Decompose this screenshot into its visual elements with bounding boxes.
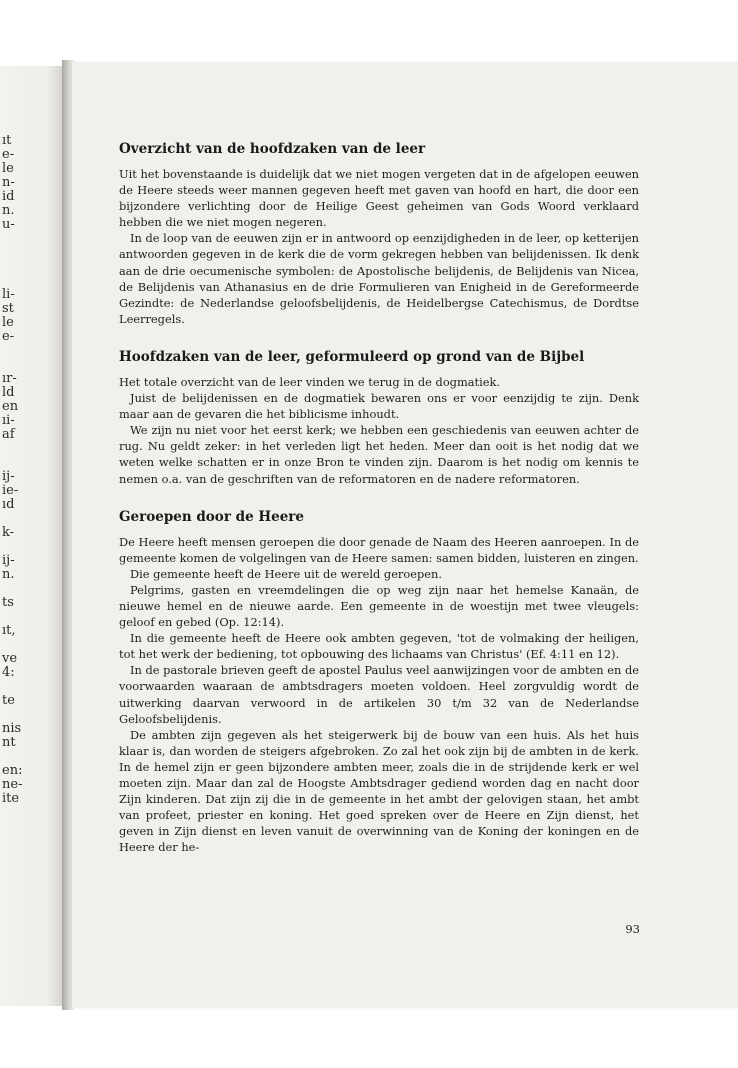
left-edge-fragment: ır- [2,371,17,386]
left-edge-fragment: ıt [2,133,12,148]
left-edge-fragment: en [2,399,19,414]
left-edge-fragment: st [2,301,14,316]
left-edge-fragment: ıi- [2,413,15,428]
left-edge-fragment: li- [2,287,15,302]
paragraph: In de loop van de eeuwen zijn er in antwoord op eenzijdigheden in de leer, op ketterijen antwoorden gegeven in de kerk die de vorm gekregen hebben van belijdenissen. Ik denk aan de drie oecumenische symbolen: de Apostolische belijdenis, de Belijdenis van Nicea, de Belijdenis van Athanasius en de drie Formulieren van Enigheid in de Gereformeerde Gezindte: de Nederlandse geloofsbelijdenis, de Heidelbergse Catechismus, de Dordtse Leerregels. [119,231,639,326]
left-edge-fragment: ij- [2,553,15,568]
left-edge-fragment [0,750,60,764]
left-edge-fragment [0,680,60,694]
left-page-edge [0,66,66,1006]
left-edge-fragment: ld [2,385,15,400]
left-edge-fragment [0,610,60,624]
paragraph: De Heere heeft mensen geroepen die door genade de Naam des Heeren aanroepen. In de gemeente komen de volgelingen van de Heere samen: samen bidden, luisteren en zingen. [119,534,639,565]
left-edge-fragment [0,442,60,456]
left-edge-fragment: 4: [2,665,15,680]
left-page-text-fragments [0,134,60,806]
page-number: 93 [625,922,640,936]
left-edge-fragment [0,260,60,274]
left-edge-fragment: nt [2,735,16,750]
section-heading: Overzicht van de hoofdzaken van de leer [119,141,426,157]
section-geroepen [119,508,639,856]
left-edge-fragment: ne- [2,777,23,792]
left-edge-fragment: id [2,189,15,204]
paragraph: Die gemeente heeft de Heere uit de wereld geroepen. [130,566,442,581]
left-edge-fragment: ve [2,651,18,666]
paragraph: De ambten zijn gegeven als het steigerwerk bij de bouw van een huis. Als het huis klaar is, dan worden de steigers afgebroken. Zo zal het ook zijn bij de ambten in de kerk. In de hemel zijn er geen bijzondere ambten meer, zoals die in de strijdende kerk er wel moeten zijn. Maar dan zal de Hoogste Ambtsdrager gediend worden dag en nacht door Zijn kinderen. Dat zijn zij die in de gemeente in het ambt der gelovigen staan, het ambt van profeet, priester en koning. Het goed spreken over de Heere en Zijn dienst, het geven in Zijn dienst en leven vanuit de overwinning van de Koning der koningen en de Heere der he- [119,727,639,855]
page-content [119,140,639,855]
left-edge-fragment [0,540,60,554]
left-edge-fragment: u- [2,217,15,232]
left-edge-fragment: n. [2,203,15,218]
paragraph: In de pastorale brieven geeft de apostel Paulus veel aanwijzingen voor de ambten en de voorwaarden waaraan de ambtsdragers moeten voldoen. Heel zorgvuldig wordt de uitwerking daarvan verwoord in de artikelen 30 t/m 32 van de Nederlandse Geloofsbelijdenis. [119,663,639,726]
left-edge-fragment: le [2,315,14,330]
section-heading: Hoofdzaken van de leer, geformuleerd op grond van de Bijbel [119,348,585,365]
left-edge-fragment [0,344,60,358]
left-edge-fragment [0,512,60,526]
left-edge-fragment: n- [2,175,15,190]
section-hoofdzaken [119,348,639,487]
left-edge-fragment: ij- [2,469,15,484]
section-overzicht [119,140,639,327]
paragraph: Het totale overzicht van de leer vinden we terug in de dogmatiek. [119,374,501,389]
paragraph: We zijn nu niet voor het eerst kerk; we hebben een geschiedenis van eeuwen achter de rug. Nu geldt zeker: in het verleden ligt het heden. Meer dan ooit is het nodig dat we weten welke schatten er in onze Bron te vinden zijn. Daarom is het nodig om kennis te nemen o.a. van de geschriften van de reformatoren en de nadere reformatoren. [119,423,639,486]
left-edge-fragment [0,358,60,372]
left-edge-fragment: nis [2,721,22,736]
left-edge-fragment [0,638,60,652]
left-edge-fragment [0,274,60,288]
left-edge-fragment: le [2,161,14,176]
paragraph: Juist de belijdenissen en de dogmatiek bewaren ons er voor eenzijdig te zijn. Denk maar aan de gevaren die het biblicisme inhoudt. [119,391,639,422]
left-edge-fragment: ıt, [2,623,16,638]
left-edge-fragment: k- [2,525,15,540]
left-edge-fragment: ie- [2,483,19,498]
left-edge-fragment: ite [2,791,20,806]
paragraph: Uit het bovenstaande is duidelijk dat we niet mogen vergeten dat in de afgelopen eeuwen de Heere steeds weer mannen gegeven heeft met gaven van hoofd en hart, die door een bijzondere verlichting door de Heilige Geest geheimen van Gods Woord verklaard hebben die we niet mogen negeren. [119,167,639,230]
left-edge-fragment: e- [2,329,15,344]
left-edge-fragment [0,708,60,722]
left-edge-fragment [0,246,60,260]
left-edge-fragment: n. [2,567,15,582]
left-edge-fragment: e- [2,147,15,162]
left-edge-fragment: en: [2,763,23,778]
paragraph: Pelgrims, gasten en vreemdelingen die op weg zijn naar het hemelse Kanaän, de nieuwe hemel en de nieuwe aarde. Een gemeente in de woestijn met twee vleugels: geloof en gebed (Op. 12:14). [119,582,639,630]
left-edge-fragment [0,456,60,470]
left-edge-fragment: af [2,427,15,442]
section-heading: Geroepen door de Heere [119,508,304,525]
left-edge-fragment: ıd [2,497,15,512]
left-edge-fragment: ts [2,595,14,610]
left-edge-fragment [0,232,60,246]
left-edge-fragment [0,582,60,596]
left-edge-fragment: te [2,693,15,708]
paragraph: In die gemeente heeft de Heere ook ambten gegeven, 'tot de volmaking der heiligen, tot het werk der bediening, tot opbouwing des lichaams van Christus' (Ef. 4:11 en 12). [119,631,639,662]
